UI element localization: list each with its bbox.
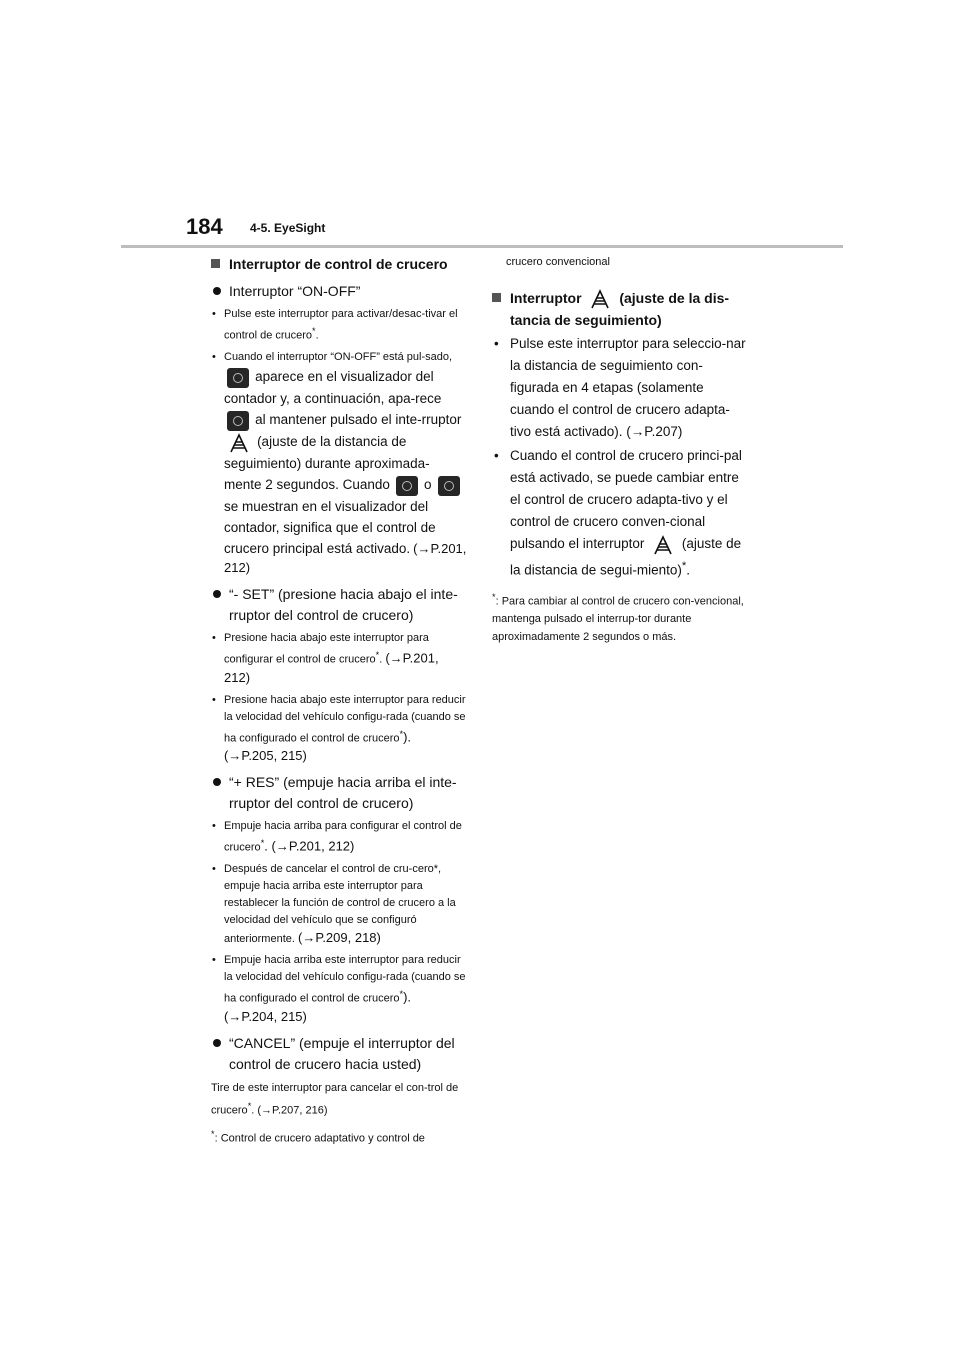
footnote-left: *: Control de crucero adaptativo y control de — [211, 1129, 425, 1145]
onoff-bullet-2: • Cuando el interruptor “ON-OFF” está pul-sado, aparece en el visualizador del contador y, a continuación, apa-rece al mantener pulsado el inte-rruptor (ajuste de la distancia de seguimiento) durante aproximada-mente 2 segundos. Cuando o se muestran en el visualizador del contador, significa que el control de crucero principal está activado. (→P.201, 212) — [211, 349, 467, 578]
res-bullet-3: • Empuje hacia arriba este interruptor para reducir la velocidad del vehículo configu-rada (cuando se ha configurado el control de crucero*). (→P.204, 215) — [211, 952, 467, 1027]
right-column — [492, 253, 748, 646]
set-bullet-1: • Presione hacia abajo este interruptor para configurar el control de crucero*. (→P.201, 212) — [211, 630, 467, 688]
cruise-active-icon-2 — [438, 476, 460, 496]
section-heading-distance-switch: Interruptor (ajuste de la dis-tancia de seguimiento) — [492, 287, 748, 331]
cruise-active-icon — [227, 411, 249, 431]
section-heading-cruise-switch: Interruptor de control de crucero — [211, 253, 467, 275]
footnote-continuation: crucero convencional — [506, 256, 610, 268]
distance-setting-icon-2 — [651, 535, 675, 555]
onoff-title: Interruptor “ON-OFF” — [211, 281, 467, 302]
footnote-right: *: Para cambiar al control de crucero con-vencional, mantenga pulsado el interrup-tor durante aproximadamente 2 segundos o más. — [492, 591, 744, 644]
onoff-bullet-1: • Pulse este interruptor para activar/desac-tivar el control de crucero*. — [211, 306, 467, 345]
header-divider — [121, 245, 843, 248]
section-title: 4-5. EyeSight — [250, 221, 326, 235]
distance-bullet-2: • Cuando el control de crucero princi-pal está activado, se puede cambiar entre el control de crucero adapta-tivo y el control de crucero conven-cional pulsando el interruptor (ajuste de la distancia de segui-miento)*. — [492, 445, 748, 582]
page-number: 184 — [186, 214, 223, 239]
cruise-standby-icon-2 — [396, 476, 418, 496]
distance-setting-icon — [227, 433, 251, 453]
res-bullet-2: • Después de cancelar el control de cru-cero*, empuje hacia arriba este interruptor para restablecer la función de control de crucero a la velocidad del vehículo que se configuró anteriormente. (→P.209, 218) — [211, 861, 467, 948]
cancel-title: “CANCEL” (empuje el interruptor del control de crucero hacia usted) — [211, 1033, 467, 1075]
distance-setting-icon-heading — [588, 289, 612, 309]
cruise-standby-icon — [227, 368, 249, 388]
cancel-text: Tire de este interruptor para cancelar el con-trol de crucero*. (→P.207, 216) — [211, 1081, 459, 1117]
res-bullet-1: • Empuje hacia arriba para configurar el control de crucero*. (→P.201, 212) — [211, 818, 467, 857]
set-title: “- SET” (presione hacia abajo el inte-rruptor del control de crucero) — [211, 584, 467, 626]
res-title: “+ RES” (empuje hacia arriba el inte-rruptor del control de crucero) — [211, 772, 467, 814]
distance-bullet-1: • Pulse este interruptor para seleccio-nar la distancia de seguimiento con-figurada en 4 etapas (solamente cuando el control de crucero adapta-tivo está activado). (→P.207) — [492, 333, 748, 443]
left-column — [211, 253, 467, 1148]
set-bullet-2: • Presione hacia abajo este interruptor para reducir la velocidad del vehículo configu-rada (cuando se ha configurado el control de crucero*). (→P.205, 215) — [211, 692, 467, 767]
